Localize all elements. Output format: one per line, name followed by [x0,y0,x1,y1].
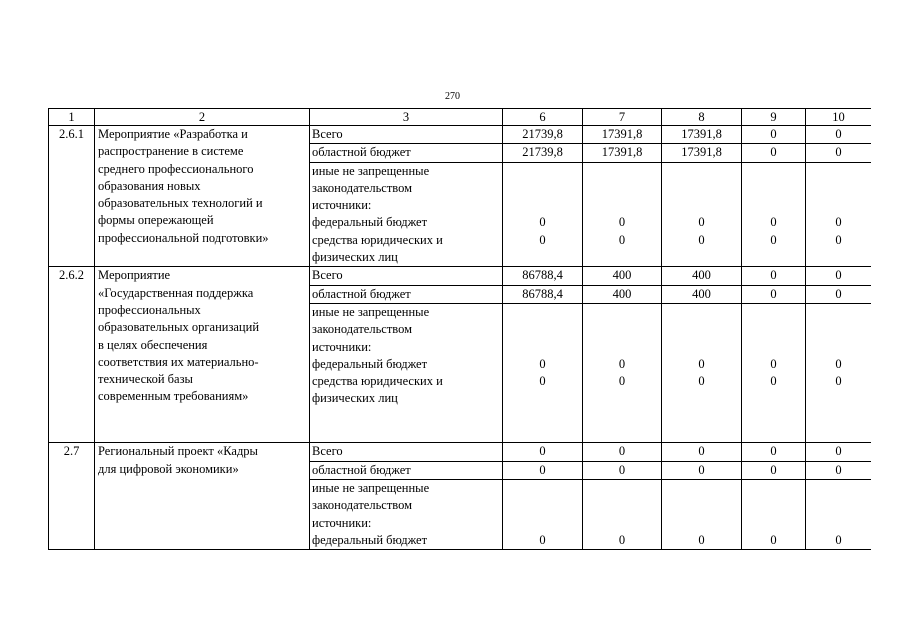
value-cell [742,303,806,442]
value-cell [742,285,806,303]
regional-value: 0 [770,286,777,301]
federal-value: 0 [770,532,777,547]
row-title-line: профессиональной подготовки» [98,230,269,245]
value-cell [583,443,662,461]
row-code: 2.6.1 [59,127,84,141]
funding-label-cell [310,303,503,442]
value-cell [662,267,742,285]
total-value: 0 [835,444,842,459]
regional-label: областной бюджет [312,145,411,160]
header-cell: 2 [95,109,310,126]
total-label: Всего [312,127,343,141]
value-cell [503,144,583,162]
other-sources-line: средства юридических и [312,232,443,247]
value-cell [806,303,872,442]
regional-label: областной бюджет [312,462,411,477]
legal-entities-value: 0 [770,232,777,247]
federal-value: 0 [539,356,546,371]
table-row [49,267,872,285]
value-cell [806,267,872,285]
federal-value: 0 [698,356,705,371]
row-title-line: технической базы [98,372,193,387]
regional-value: 21739,8 [522,145,563,160]
regional-value: 86788,4 [522,286,563,301]
other-sources-line: источники: [312,339,372,354]
total-value: 0 [835,268,842,283]
header-cell: 8 [662,109,742,126]
value-cell [662,461,742,479]
regional-value: 0 [835,145,842,160]
legal-entities-value: 0 [770,374,777,389]
regional-value: 0 [770,145,777,160]
regional-value: 17391,8 [601,145,643,160]
value-cell [503,285,583,303]
value-cell [583,461,662,479]
legal-entities-value: 0 [618,374,626,389]
other-sources-line: источники: [312,198,372,213]
total-value: 0 [770,127,777,141]
value-cell [503,126,583,144]
row-code: 2.6.2 [59,268,84,283]
total-value: 400 [692,268,711,283]
row-title-line: профессиональных [98,302,201,317]
row-title-line: Мероприятие «Разработка и [98,127,248,141]
table-row [49,126,872,144]
funding-label-cell [310,479,503,549]
value-cell [806,285,872,303]
total-value: 400 [612,268,632,283]
value-cell [662,285,742,303]
legal-entities-value: 0 [539,232,546,247]
value-cell [503,479,583,549]
other-sources-line: федеральный бюджет [312,356,428,371]
value-cell [662,162,742,267]
regional-value: 0 [835,286,842,301]
value-cell [503,267,583,285]
other-sources-line: источники: [312,515,372,530]
row-title-line: Мероприятие [98,268,171,283]
value-cell [742,267,806,285]
value-cell [806,162,872,267]
total-value: 21739,8 [522,127,563,141]
value-cell [583,144,662,162]
value-cell [742,162,806,267]
legal-entities-value: 0 [539,374,546,389]
table-row [49,443,872,461]
federal-value: 0 [770,356,777,371]
other-sources-line: федеральный бюджет [312,215,428,230]
budget-table-container [48,108,871,640]
row-code-cell [49,126,95,267]
header-cell: 7 [583,109,662,126]
value-cell [742,479,806,549]
other-sources-line: иные не запрещенные [312,480,430,495]
value-cell [503,443,583,461]
total-value: 0 [618,444,626,459]
row-title-line: в целях обеспечения [98,337,208,352]
value-cell [503,461,583,479]
value-cell [806,479,872,549]
total-value: 0 [770,444,777,459]
page-number: 270 [445,91,460,102]
value-cell [662,443,742,461]
table-body [49,109,872,550]
value-cell [503,162,583,267]
other-sources-line: федеральный бюджет [312,532,428,547]
header-cell: 10 [806,109,872,126]
regional-value: 0 [539,462,546,477]
value-cell [583,126,662,144]
row-code: 2.7 [63,444,80,459]
header-cell: 9 [742,109,806,126]
federal-value: 0 [835,532,842,547]
value-cell [806,126,872,144]
regional-value: 0 [698,462,705,477]
row-title-line: для цифровой экономики» [98,461,239,476]
row-title-line: «Государственная поддержка [98,285,254,300]
value-cell [583,303,662,442]
budget-table [48,108,871,550]
regional-value: 400 [612,286,632,301]
other-sources-line: законодательством [312,498,413,513]
other-sources-line: иные не запрещенные [312,163,430,178]
header-cell: 3 [310,109,503,126]
total-label: Всего [312,444,343,459]
row-title-line: соответствия их материально- [98,354,259,369]
federal-value: 0 [698,532,705,547]
other-sources-line: физических лиц [312,250,398,265]
row-title-line: распространение в системе [98,144,244,159]
total-value: 0 [698,444,705,459]
row-code-cell [49,443,95,550]
row-title-line: образования новых [98,178,201,193]
header-cell: 6 [503,109,583,126]
row-code-cell [49,267,95,443]
row-title-cell [95,267,310,443]
funding-label-cell [310,461,503,479]
federal-value: 0 [698,215,705,230]
value-cell [662,126,742,144]
total-value: 86788,4 [522,268,563,283]
funding-label-cell [310,126,503,144]
row-title-line: формы опережающей [98,213,214,228]
regional-value: 400 [692,286,711,301]
value-cell [742,461,806,479]
value-cell [806,461,872,479]
value-cell [662,303,742,442]
regional-value: 0 [618,462,626,477]
value-cell [806,144,872,162]
value-cell [583,162,662,267]
federal-value: 0 [539,215,546,230]
legal-entities-value: 0 [835,374,842,389]
funding-label-cell [310,144,503,162]
funding-label-cell [310,162,503,267]
total-value: 0 [770,268,777,283]
total-value: 17391,8 [601,127,643,141]
other-sources-line: иные не запрещенные [312,304,430,319]
total-label: Всего [312,268,343,283]
legal-entities-value: 0 [698,374,705,389]
federal-value: 0 [539,532,546,547]
header-cell: 1 [49,109,95,126]
value-cell [742,144,806,162]
value-cell [662,479,742,549]
regional-value: 0 [835,462,842,477]
federal-value: 0 [618,356,626,371]
row-title-line: среднего профессионального [98,161,254,176]
value-cell [583,267,662,285]
value-cell [583,479,662,549]
value-cell [806,443,872,461]
other-sources-line: физических лиц [312,391,398,406]
total-value: 0 [835,127,842,141]
header-row [49,109,872,126]
legal-entities-value: 0 [618,232,626,247]
value-cell [503,303,583,442]
other-sources-line: законодательством [312,180,413,195]
regional-label: областной бюджет [312,286,411,301]
regional-value: 0 [770,462,777,477]
legal-entities-value: 0 [698,232,705,247]
value-cell [742,126,806,144]
federal-value: 0 [835,215,842,230]
other-sources-line: законодательством [312,322,413,337]
federal-value: 0 [618,532,626,547]
federal-value: 0 [618,215,626,230]
legal-entities-value: 0 [835,232,842,247]
other-sources-line: средства юридических и [312,374,443,389]
funding-label-cell [310,443,503,461]
funding-label-cell [310,285,503,303]
row-title-line: образовательных организаций [98,320,260,335]
funding-label-cell [310,267,503,285]
row-title-line: Региональный проект «Кадры [98,444,258,459]
value-cell [742,443,806,461]
value-cell [662,144,742,162]
row-title-cell [95,443,310,550]
total-value: 0 [539,444,546,459]
federal-value: 0 [770,215,777,230]
row-title-cell [95,126,310,267]
regional-value: 17391,8 [681,145,722,160]
row-title-line: образовательных технологий и [98,196,263,211]
total-value: 17391,8 [681,127,722,141]
value-cell [583,285,662,303]
row-title-line: современным требованиям» [98,389,249,404]
federal-value: 0 [835,356,842,371]
